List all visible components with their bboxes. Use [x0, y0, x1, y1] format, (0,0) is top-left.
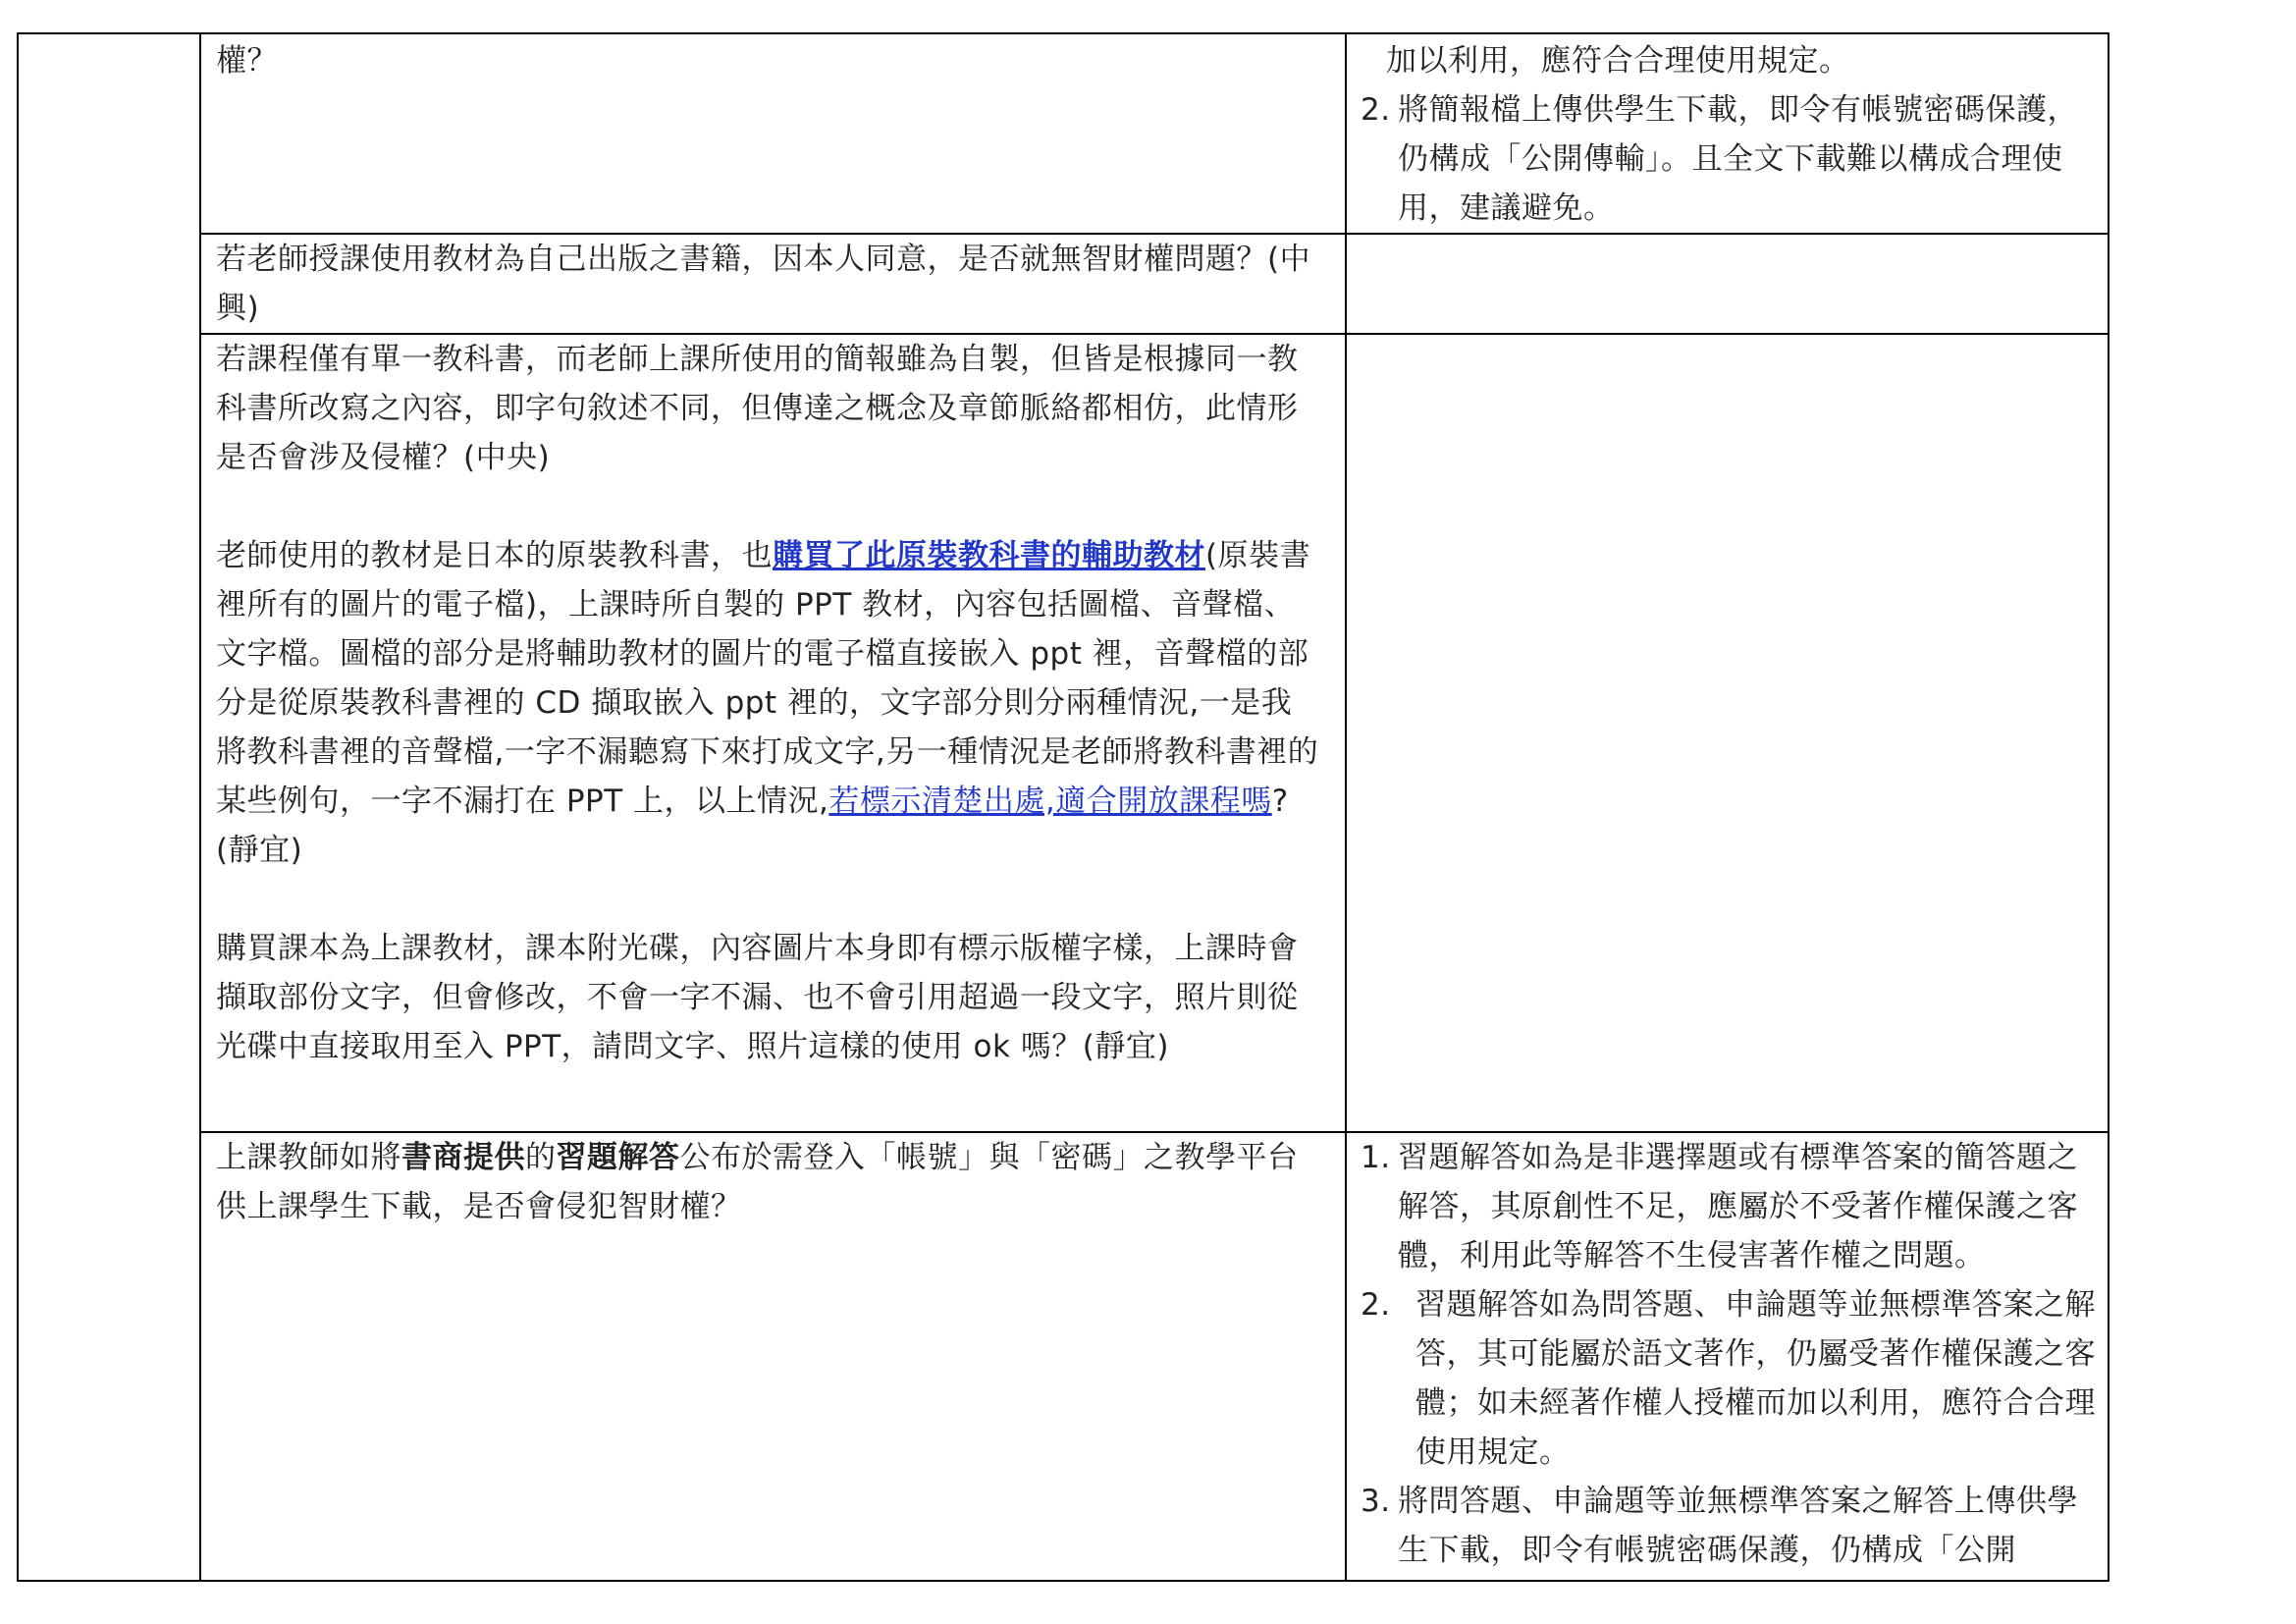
- row1-question: 權？: [216, 43, 278, 79]
- row1-answer-cell: [1361, 36, 2097, 233]
- q4-bold-1: 書商提供: [401, 1140, 525, 1175]
- answer-number: 2.: [1361, 1287, 1391, 1323]
- row4-answer-item-3: [1361, 1477, 2097, 1575]
- q4-text-b: 的: [525, 1140, 557, 1175]
- answer-number: 1.: [1361, 1140, 1391, 1175]
- q2-text-b: (原裝書裡所有的圖片的電子檔)，上課時所自製的 PPT 教材，內容包括圖檔、音聲檔、文字檔。圖檔的部分是將輔助教材的圖片的電子檔直接嵌入 ppt 裡，音聲檔的部分是從原裝教科書裡的 CD 擷取嵌入 ppt 裡的，文字部分則分兩種情況,一是我將教科書裡的音聲檔,一字不漏聽寫下來打成文字,另一種情況是老師將教科書裡的某些例句，一字不漏打在 PPT 上，以上情況,: [216, 538, 1319, 819]
- answer-number: 2.: [1361, 92, 1391, 128]
- table-border-bottom: [17, 1580, 2109, 1582]
- row2-question: 若老師授課使用教材為自己出版之書籍，因本人同意，是否就無智財權問題？(中興): [216, 242, 1311, 326]
- table-border-top: [17, 32, 2109, 34]
- column-divider-1: [199, 32, 201, 1582]
- answer-text: 習題解答如為問答題、申論題等並無標準答案之解答，其可能屬於語文著作，仍屬受著作權保護之客體；如未經著作權人授權而加以利用，應符合合理使用規定。: [1415, 1287, 2096, 1470]
- row4-answer-item-1: [1361, 1133, 2097, 1280]
- row4-answer-item-2: [1361, 1280, 2097, 1477]
- row4-answer-cell: [1361, 1133, 2097, 1575]
- q4-text-a: 上課教師如將: [216, 1140, 401, 1175]
- answer-text: 將簡報檔上傳供學生下載，即令有帳號密碼保護，仍構成「公開傳輸」。且全文下載難以構成合理使用，建議避免。: [1398, 92, 2078, 226]
- row1-answer-item-2: [1361, 85, 2097, 233]
- column-divider-2: [1345, 32, 1347, 1582]
- row4-question: [216, 1133, 1321, 1231]
- q2-highlight-link[interactable]: 購買了此原裝教科書的輔助教材: [773, 538, 1205, 573]
- answer-text: 將問答題、申論題等並無標準答案之解答上傳供學生下載，即令有帳號密碼保護，仍構成「公開: [1398, 1484, 2078, 1568]
- q2-text-c: ?(靜宜): [216, 784, 1289, 868]
- row4-question-cell: [216, 1133, 1335, 1231]
- row1-answer-continuation: 加以利用，應符合合理使用規定。: [1386, 43, 1850, 79]
- row3-question-1: 若課程僅有單一教科書，而老師上課所使用的簡報雖為自製，但皆是根據同一教科書所改寫之內容，即字句敘述不同，但傳達之概念及章節脈絡都相仿，此情形是否會涉及侵權？(中央): [216, 342, 1299, 475]
- table-border-left: [17, 32, 19, 1582]
- row2-question-cell: [216, 235, 1335, 333]
- q2-underlined-link[interactable]: 若標示清楚出處,適合開放課程嗎: [828, 784, 1272, 819]
- answer-number: 3.: [1361, 1484, 1391, 1519]
- row1-question-cell: [216, 36, 1335, 85]
- row3-question-cell: [216, 335, 1335, 1071]
- answer-text: 習題解答如為是非選擇題或有標準答案的簡答題之解答，其原創性不足，應屬於不受著作權保護之客體，利用此等解答不生侵害著作權之問題。: [1398, 1140, 2078, 1273]
- row3-question-3: 購買課本為上課教材，課本附光碟，內容圖片本身即有標示版權字樣，上課時會擷取部份文字，但會修改，不會一字不漏、也不會引用超過一段文字，照片則從光碟中直接取用至入 PPT，請問文字、照片這樣的使用 ok 嗎？(靜宜): [216, 931, 1299, 1064]
- q4-bold-2: 習題解答: [556, 1140, 680, 1175]
- table-border-right: [2108, 32, 2109, 1582]
- q4-text-c: 公布於需登入「帳號」與「密碼」之教學平台供上課學生下載，是否會侵犯智財權？: [216, 1140, 1299, 1224]
- q2-text-a: 老師使用的教材是日本的原裝教科書，也: [216, 538, 773, 573]
- row3-question-2: [216, 531, 1321, 875]
